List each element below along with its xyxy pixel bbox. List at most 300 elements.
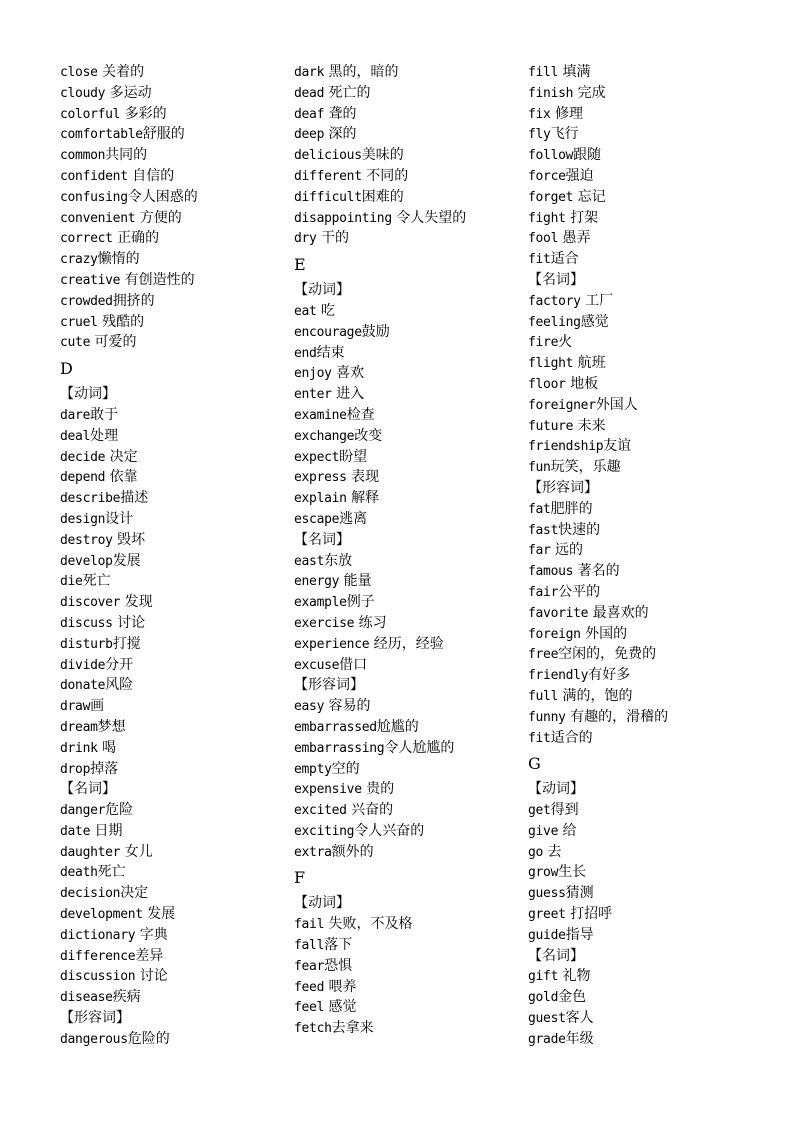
english-word: destroy	[60, 532, 113, 548]
vocab-entry	[528, 624, 668, 645]
part-of-speech-label: 【名词】	[294, 531, 350, 548]
chinese-meaning: 礼物	[558, 968, 591, 985]
english-word: dare	[60, 407, 91, 423]
chinese-meaning: 盼望	[339, 448, 368, 465]
chinese-meaning: 借口	[339, 656, 368, 673]
chinese-meaning: 令人困惑的	[127, 188, 198, 205]
vocab-entry	[60, 759, 198, 780]
chinese-meaning: 梦想	[97, 718, 126, 735]
chinese-meaning: 落下	[324, 937, 353, 954]
english-word: difference	[60, 948, 136, 964]
chinese-meaning: 女儿	[120, 843, 153, 860]
chinese-meaning: 检查	[346, 406, 375, 423]
english-word: convenient	[60, 210, 136, 226]
chinese-meaning: 金色	[558, 989, 587, 1006]
english-word: drop	[60, 761, 91, 777]
english-word: discussion	[60, 969, 136, 985]
english-word: common	[60, 148, 106, 164]
english-word: exciting	[294, 823, 355, 839]
part-of-speech-label: 【形容词】	[60, 1010, 130, 1027]
vocab-entry	[60, 821, 198, 842]
english-word: deaf	[294, 106, 325, 122]
english-word: future	[528, 418, 574, 434]
vocab-entry	[528, 416, 668, 437]
chinese-meaning: 能量	[339, 573, 372, 590]
vocab-entry	[528, 561, 668, 582]
vocab-entry	[528, 228, 668, 249]
chinese-meaning: 生长	[558, 864, 587, 881]
vocab-entry	[528, 436, 668, 457]
chinese-meaning: 修理	[550, 105, 584, 122]
vocab-entry	[60, 187, 198, 208]
vocab-entry	[60, 312, 198, 333]
english-word: feeling	[528, 314, 581, 330]
vocab-entry	[60, 509, 198, 530]
english-word: drink	[60, 740, 98, 756]
vocab-entry	[294, 322, 466, 343]
chinese-meaning: 未来	[573, 417, 606, 434]
english-word: funny	[528, 709, 566, 725]
chinese-meaning: 发现	[120, 594, 153, 611]
vocab-entry	[294, 914, 466, 935]
vocab-entry	[60, 208, 198, 229]
vocab-entry	[528, 499, 668, 520]
vocab-entry	[528, 883, 668, 904]
english-word: date	[60, 823, 91, 839]
english-word: fly	[528, 127, 551, 143]
chinese-meaning: 字典	[135, 926, 168, 943]
part-of-speech-label: 【名词】	[528, 271, 584, 288]
vocab-entry	[528, 800, 668, 821]
chinese-meaning: 依靠	[105, 469, 138, 486]
vocab-entry	[294, 977, 466, 998]
chinese-meaning: 愚弄	[558, 230, 591, 247]
chinese-meaning: 跟随	[573, 147, 602, 164]
vocab-entry	[294, 145, 466, 166]
english-word: favorite	[528, 605, 589, 621]
english-word: extra	[294, 844, 332, 860]
english-word: foreigner	[528, 397, 596, 413]
chinese-meaning: 远的	[550, 542, 584, 559]
english-word: escape	[294, 511, 340, 527]
vocab-entry	[294, 187, 466, 208]
chinese-meaning: 可爱的	[90, 334, 137, 351]
english-word: death	[60, 865, 98, 881]
english-word: close	[60, 65, 98, 80]
vocab-entry	[294, 301, 466, 322]
vocab-entry	[294, 696, 466, 717]
english-word: excuse	[294, 657, 340, 673]
vocab-entry	[60, 249, 198, 270]
vocab-entry	[528, 665, 668, 686]
vocab-entry	[60, 166, 198, 187]
english-word: fear	[294, 958, 325, 974]
vocab-entry	[528, 83, 668, 104]
english-word: fix	[528, 106, 551, 122]
chinese-meaning: 打架	[565, 209, 599, 226]
vocab-entry	[528, 862, 668, 883]
vocab-entry	[60, 426, 198, 447]
chinese-meaning: 有好多	[588, 667, 631, 684]
english-word: east	[294, 553, 325, 569]
vocab-entry	[528, 124, 668, 145]
letter-heading: D	[60, 359, 73, 379]
english-word: dictionary	[60, 927, 136, 943]
english-word: danger	[60, 803, 106, 819]
vocab-entry	[60, 551, 198, 572]
vocab-entry	[60, 270, 198, 291]
english-word: factory	[528, 293, 581, 309]
vocab-entry	[294, 592, 466, 613]
chinese-meaning: 令人兴奋的	[354, 822, 425, 839]
vocab-entry	[294, 426, 466, 447]
english-word: fill	[528, 65, 559, 80]
vocab-entry	[528, 728, 668, 749]
vocab-entry	[528, 332, 668, 353]
english-word: fit	[528, 730, 551, 746]
chinese-meaning: 去拿来	[331, 1020, 374, 1037]
vocab-entry	[528, 208, 668, 229]
english-word: far	[528, 543, 551, 559]
english-word: fun	[528, 460, 551, 476]
vocab-entry	[294, 447, 466, 468]
vocab-entry	[60, 104, 198, 125]
chinese-meaning: 有趣的，滑稽的	[565, 708, 669, 725]
vocab-entry	[294, 228, 466, 249]
chinese-meaning: 自信的	[127, 167, 175, 184]
english-word: correct	[60, 231, 113, 247]
english-word: floor	[528, 376, 566, 392]
vocab-entry	[294, 488, 466, 509]
english-word: disappointing	[294, 210, 392, 226]
vocab-entry	[60, 83, 198, 104]
vocab-entry	[294, 104, 466, 125]
english-word: dead	[294, 85, 325, 101]
english-word: decide	[60, 449, 106, 465]
vocab-entry	[294, 759, 466, 780]
english-word: forget	[528, 189, 574, 205]
english-word: creative	[60, 272, 121, 288]
vocab-entry	[60, 634, 198, 655]
english-word: crazy	[60, 252, 98, 268]
vocab-entry	[60, 966, 198, 987]
english-word: encourage	[294, 324, 362, 340]
chinese-meaning: 解释	[346, 490, 380, 507]
vocab-entry	[528, 904, 668, 925]
vocab-entry	[60, 946, 198, 967]
chinese-meaning: 喝	[97, 739, 117, 756]
english-word: experience	[294, 636, 370, 652]
english-word: different	[294, 168, 362, 184]
letter-heading: F	[294, 868, 306, 888]
english-word: development	[60, 907, 143, 923]
english-word: friendship	[528, 439, 604, 455]
english-word: cruel	[60, 314, 98, 330]
english-word: energy	[294, 574, 340, 590]
chinese-meaning: 表现	[346, 469, 380, 486]
english-word: fetch	[294, 1021, 332, 1037]
english-word: gift	[528, 969, 559, 985]
vocab-entry	[294, 1018, 466, 1039]
chinese-meaning: 打招呼	[565, 906, 613, 923]
chinese-meaning: 干的	[316, 230, 350, 247]
chinese-meaning: 尬尴的	[376, 718, 419, 735]
vocab-entry	[60, 592, 198, 613]
vocab-entry	[528, 249, 668, 270]
english-word: draw	[60, 699, 91, 715]
vocab-entry	[60, 717, 198, 738]
english-word: disease	[60, 990, 113, 1006]
english-word: gold	[528, 990, 559, 1006]
english-word: greet	[528, 907, 566, 923]
chinese-meaning: 兴奋的	[346, 802, 394, 819]
english-word: expect	[294, 449, 340, 465]
english-word: deep	[294, 127, 325, 143]
chinese-meaning: 残酷的	[97, 313, 145, 330]
vocab-entry	[294, 800, 466, 821]
vocab-entry	[60, 1029, 198, 1050]
vocab-entry	[294, 343, 466, 364]
chinese-meaning: 得到	[550, 802, 579, 819]
vocab-entry	[294, 842, 466, 863]
part-of-speech-label: 【名词】	[528, 947, 584, 964]
chinese-meaning: 进入	[331, 386, 365, 403]
english-word: force	[528, 168, 566, 184]
chinese-meaning: 东放	[324, 552, 353, 569]
english-word: cute	[60, 335, 91, 351]
vocab-entry	[294, 738, 466, 759]
chinese-meaning: 聋的	[324, 105, 357, 122]
vocab-entry	[60, 655, 198, 676]
vocab-entry	[294, 62, 466, 83]
vocab-entry	[528, 62, 668, 83]
part-of-speech-label: 【形容词】	[528, 479, 598, 496]
vocab-entry	[528, 707, 668, 728]
chinese-meaning: 空闲的，免费的	[558, 646, 657, 663]
english-word: fit	[528, 252, 551, 268]
english-word: fight	[528, 210, 566, 226]
vocab-entry	[528, 291, 668, 312]
chinese-meaning: 外国的	[580, 625, 628, 642]
vocab-entry	[294, 467, 466, 488]
chinese-meaning: 给	[558, 822, 577, 839]
vocab-entry	[528, 966, 668, 987]
vocab-entry	[528, 104, 668, 125]
english-word: deal	[60, 428, 91, 444]
english-word: dream	[60, 719, 98, 735]
chinese-meaning: 年级	[565, 1030, 594, 1047]
english-word: divide	[60, 657, 106, 673]
chinese-meaning: 画	[90, 698, 105, 715]
vocab-entry	[60, 62, 198, 83]
vocab-entry	[60, 613, 198, 634]
english-word: feed	[294, 979, 325, 995]
chinese-meaning: 发展	[142, 906, 176, 923]
chinese-meaning: 决定	[120, 885, 149, 902]
vocab-entry	[60, 675, 198, 696]
english-word: explain	[294, 491, 347, 507]
english-word: expensive	[294, 782, 362, 798]
english-word: end	[294, 345, 317, 361]
vocab-entry	[294, 935, 466, 956]
vocab-entry	[294, 571, 466, 592]
english-word: confusing	[60, 189, 128, 205]
chinese-meaning: 飞行	[550, 126, 579, 143]
english-word: dark	[294, 65, 325, 80]
letter-heading: G	[528, 754, 541, 774]
english-word: fail	[294, 917, 325, 933]
vocab-entry	[294, 821, 466, 842]
english-word: comfortable	[60, 127, 143, 143]
vocab-entry	[60, 145, 198, 166]
chinese-meaning: 喜欢	[331, 365, 365, 382]
vocab-entry	[60, 696, 198, 717]
english-word: confident	[60, 168, 128, 184]
english-word: grow	[528, 865, 559, 881]
chinese-meaning: 感觉	[324, 999, 357, 1016]
chinese-meaning: 深的	[324, 126, 357, 143]
chinese-meaning: 客人	[565, 1010, 594, 1027]
chinese-meaning: 不同的	[361, 167, 409, 184]
chinese-meaning: 适合	[550, 251, 579, 268]
chinese-meaning: 多彩的	[120, 105, 167, 122]
english-word: describe	[60, 491, 121, 507]
chinese-meaning: 发展	[112, 552, 141, 569]
chinese-meaning: 贵的	[361, 781, 395, 798]
english-word: fast	[528, 522, 559, 538]
chinese-meaning: 描述	[120, 490, 149, 507]
vocab-entry	[528, 686, 668, 707]
vocab-entry	[528, 1008, 668, 1029]
vocab-entry	[294, 551, 466, 572]
vocab-entry	[528, 842, 668, 863]
vocab-entry	[528, 582, 668, 603]
vocab-entry	[528, 166, 668, 187]
vocab-entry	[294, 363, 466, 384]
chinese-meaning: 困难的	[361, 188, 404, 205]
chinese-meaning: 容易的	[324, 698, 371, 715]
vocab-entry	[294, 208, 466, 229]
english-word: colorful	[60, 106, 121, 122]
english-word: give	[528, 823, 559, 839]
english-word: famous	[528, 564, 574, 580]
chinese-meaning: 设计	[105, 510, 134, 527]
chinese-meaning: 完成	[573, 84, 606, 101]
english-word: donate	[60, 678, 106, 694]
english-word: feel	[294, 1000, 325, 1016]
vocab-entry	[60, 488, 198, 509]
vocab-entry	[60, 800, 198, 821]
column-3	[528, 62, 668, 1050]
english-word: fat	[528, 501, 551, 517]
vocab-entry	[60, 124, 198, 145]
english-word: fool	[528, 231, 559, 247]
chinese-meaning: 舒服的	[142, 126, 185, 143]
chinese-meaning: 强迫	[565, 167, 594, 184]
english-word: exercise	[294, 615, 355, 631]
part-of-speech-label: 【形容词】	[294, 677, 364, 694]
english-word: fall	[294, 938, 325, 954]
chinese-meaning: 额外的	[331, 843, 374, 860]
english-word: follow	[528, 148, 574, 164]
vocab-entry	[528, 987, 668, 1008]
english-word: express	[294, 470, 347, 486]
chinese-meaning: 死亡	[82, 573, 111, 590]
english-word: grade	[528, 1031, 566, 1047]
chinese-meaning: 最喜欢的	[588, 604, 649, 621]
vocab-entry	[60, 405, 198, 426]
chinese-meaning: 令人失望的	[391, 209, 467, 226]
chinese-meaning: 敢于	[90, 406, 119, 423]
english-word: cloudy	[60, 85, 106, 101]
vocab-entry	[60, 291, 198, 312]
part-of-speech-label: 【名词】	[60, 781, 116, 798]
part-of-speech-label: 【动词】	[294, 282, 350, 299]
vocab-entry	[60, 738, 198, 759]
chinese-meaning: 著名的	[573, 563, 620, 580]
chinese-meaning: 吃	[316, 302, 336, 319]
vocab-entry	[60, 925, 198, 946]
chinese-meaning: 分开	[105, 656, 134, 673]
chinese-meaning: 有创造性的	[120, 271, 195, 288]
chinese-meaning: 肥胖的	[550, 500, 593, 517]
vocab-entry	[528, 145, 668, 166]
chinese-meaning: 疾病	[112, 989, 141, 1006]
chinese-meaning: 空的	[331, 760, 360, 777]
vocab-entry	[60, 228, 198, 249]
chinese-meaning: 填满	[558, 64, 591, 80]
vocab-entry	[528, 644, 668, 665]
english-word: flight	[528, 356, 574, 372]
vocab-entry	[294, 634, 466, 655]
chinese-meaning: 讨论	[135, 968, 168, 985]
chinese-meaning: 令人尬尴的	[384, 739, 455, 756]
chinese-meaning: 恐惧	[324, 957, 353, 974]
chinese-meaning: 死亡	[97, 864, 126, 881]
english-word: crowded	[60, 293, 113, 309]
chinese-meaning: 差异	[135, 947, 164, 964]
vocab-entry	[528, 520, 668, 541]
chinese-meaning: 危险	[105, 802, 134, 819]
english-word: finish	[528, 85, 574, 101]
vocab-entry	[294, 83, 466, 104]
chinese-meaning: 外国人	[595, 396, 638, 413]
vocab-entry	[528, 1029, 668, 1050]
column-2	[294, 62, 466, 1039]
chinese-meaning: 指导	[565, 926, 594, 943]
english-word: discover	[60, 595, 121, 611]
english-word: design	[60, 511, 106, 527]
chinese-meaning: 改变	[354, 427, 383, 444]
vocab-entry	[294, 124, 466, 145]
chinese-meaning: 决定	[105, 448, 138, 465]
vocab-entry	[60, 862, 198, 883]
chinese-meaning: 适合的	[550, 729, 593, 746]
column-1	[60, 62, 198, 1050]
vocab-entry	[294, 405, 466, 426]
chinese-meaning: 共同的	[105, 147, 148, 164]
english-word: difficult	[294, 189, 362, 205]
chinese-meaning: 航班	[573, 355, 606, 372]
vocab-entry	[528, 603, 668, 624]
chinese-meaning: 方便的	[135, 209, 182, 226]
chinese-meaning: 经历，经验	[369, 635, 444, 652]
chinese-meaning: 黑的，暗的	[324, 64, 399, 80]
chinese-meaning: 正确的	[112, 230, 160, 247]
vocab-entry	[294, 717, 466, 738]
chinese-meaning: 掉落	[90, 760, 119, 777]
chinese-meaning: 例子	[346, 594, 375, 611]
